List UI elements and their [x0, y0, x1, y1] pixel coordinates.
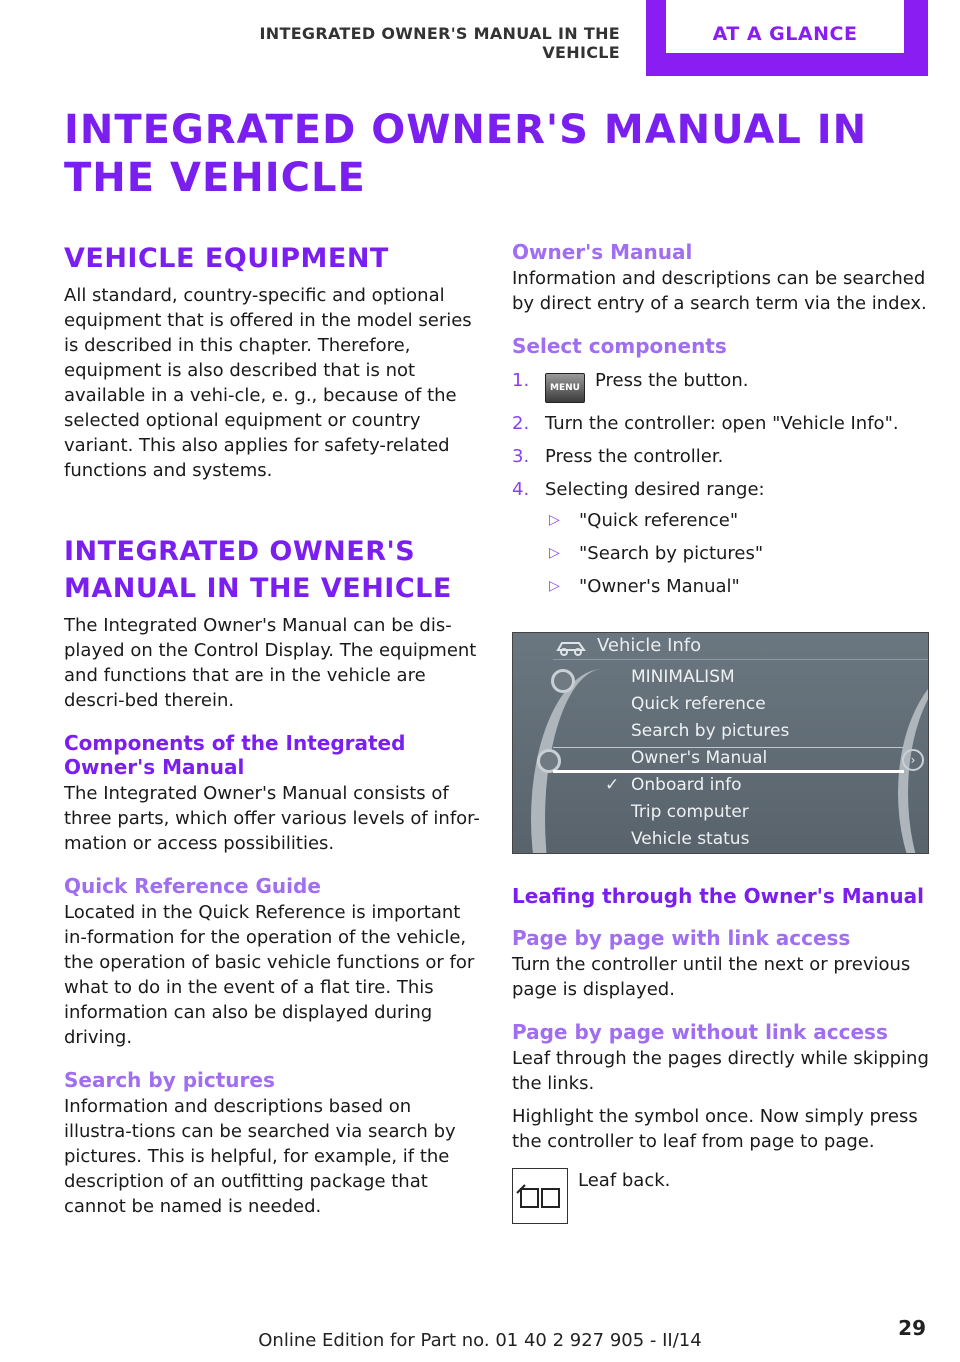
car-icon: [555, 637, 587, 657]
paragraph-search-by-pictures: Information and descriptions based on illustra-tions can be searched via search by pictures. This is helpful, for example, if the description of an outfitting package that cannot be named is needed.: [64, 1096, 456, 1217]
subheading-select-components: Select components: [512, 334, 727, 358]
list-item: [545, 574, 932, 599]
list-item: [545, 508, 932, 533]
triangle-bullet-icon: ▷: [549, 545, 560, 561]
step-text: Press the controller.: [545, 446, 724, 467]
step-number: 2.: [512, 413, 530, 434]
paragraph-integrated-manual: The Integrated Owner's Manual can be dis-played on the Control Display. The equipment and functions that are in the vehicle are descri-bed therein.: [64, 615, 477, 711]
subheading-leafing: Leafing through the Owner's Manual: [512, 884, 924, 908]
step-text: Turn the controller: open "Vehicle Info".: [545, 413, 899, 434]
screen-title: Vehicle Info: [597, 635, 702, 656]
left-column: [64, 236, 484, 1227]
menu-item-minimalism[interactable]: MINIMALISM: [631, 667, 735, 687]
list-item: [512, 411, 932, 436]
sub-item-text: "Search by pictures": [579, 543, 764, 564]
steps-list: [512, 368, 932, 599]
menu-item-search-by-pictures[interactable]: Search by pictures: [631, 721, 790, 741]
leaf-back-label: Leaf back.: [578, 1170, 671, 1191]
right-column: [512, 236, 932, 607]
leaf-section: [512, 884, 932, 1228]
list-item: [512, 444, 932, 469]
sub-item-text: "Owner's Manual": [579, 576, 740, 597]
paragraph-without-link-access-1: Leaf through the pages directly while skipping the links.: [512, 1048, 929, 1094]
page-title: INTEGRATED OWNER'S MANUAL IN THE VEHICLE: [64, 107, 868, 201]
paragraph-without-link-access-2: Highlight the symbol once. Now simply press the controller to leaf from page to page.: [512, 1106, 918, 1152]
header-tab: [646, 0, 928, 76]
subheading-quick-reference: Quick Reference Guide: [64, 874, 321, 898]
control-display-screenshot: [512, 632, 929, 854]
leaf-back-book-icon: [512, 1168, 568, 1224]
paragraph-components: The Integrated Owner's Manual consists of three parts, which offer various levels of infor-mation or access possibilities.: [64, 783, 480, 854]
list-item: [512, 477, 932, 599]
paragraph-vehicle-equipment: All standard, country-specific and optional equipment that is offered in the model series is described in this chapter. Therefore, equipment is also described that is not available in a vehi-cle, e. g., because of the selected optional equipment or country variant. This also applies for safety-related functions and systems.: [64, 285, 472, 481]
subheading-with-link-access: Page by page with link access: [512, 926, 851, 950]
menu-item-onboard-info[interactable]: Onboard info: [631, 775, 742, 795]
menu-item-trip-computer[interactable]: Trip computer: [631, 802, 749, 822]
selection-line: [553, 770, 904, 773]
step-number: 3.: [512, 446, 530, 467]
step-text: Press the button.: [595, 370, 749, 391]
leaf-back-row: [512, 1168, 932, 1228]
triangle-bullet-icon: ▷: [549, 512, 560, 528]
subheading-search-by-pictures: Search by pictures: [64, 1068, 275, 1092]
menu-item-vehicle-status[interactable]: Vehicle status: [631, 829, 750, 849]
paragraph-with-link-access: Turn the controller until the next or previous page is displayed.: [512, 954, 911, 1000]
step-text: Selecting desired range:: [545, 479, 765, 500]
section-heading-vehicle-equipment: VEHICLE EQUIPMENT: [64, 243, 389, 274]
menu-button-icon: MENU: [545, 373, 585, 403]
paragraph-quick-reference: Located in the Quick Reference is important in-formation for the operation of the vehicle, the operation of basic vehicle functions or for what to do in the event of a flat tire. This information can also be displayed during driving.: [64, 902, 475, 1048]
menu-item-owners-manual[interactable]: Owner's Manual: [631, 748, 768, 768]
subheading-owners-manual: Owner's Manual: [512, 240, 693, 264]
check-icon: ✓: [605, 775, 620, 795]
knob-top-icon: [551, 669, 575, 693]
sub-item-text: "Quick reference": [579, 510, 739, 531]
triangle-bullet-icon: ▷: [549, 578, 560, 594]
section-heading-integrated-manual: INTEGRATED OWNER'S MANUAL IN THE VEHICLE: [64, 536, 452, 604]
menu-item-quick-reference[interactable]: Quick reference: [631, 694, 766, 714]
screen-divider: [553, 659, 928, 660]
step-number: 1.: [512, 370, 530, 391]
header-tab-label: AT A GLANCE: [666, 0, 904, 53]
step-number: 4.: [512, 479, 530, 500]
list-item: [545, 541, 932, 566]
paragraph-owners-manual: Information and descriptions can be searched by direct entry of a search term via the index.: [512, 268, 927, 314]
footer-edition: Online Edition for Part no. 01 40 2 927 905 - II/14: [258, 1330, 702, 1351]
sub-list: [545, 508, 932, 599]
subheading-without-link-access: Page by page without link access: [512, 1020, 888, 1044]
page-number: 29: [898, 1316, 926, 1340]
chevron-right-icon: ›: [902, 749, 924, 771]
list-item: [512, 368, 932, 403]
subheading-components: Components of the Integrated Owner's Manual: [64, 731, 406, 779]
header-chapter: INTEGRATED OWNER'S MANUAL IN THE VEHICLE: [259, 24, 620, 62]
